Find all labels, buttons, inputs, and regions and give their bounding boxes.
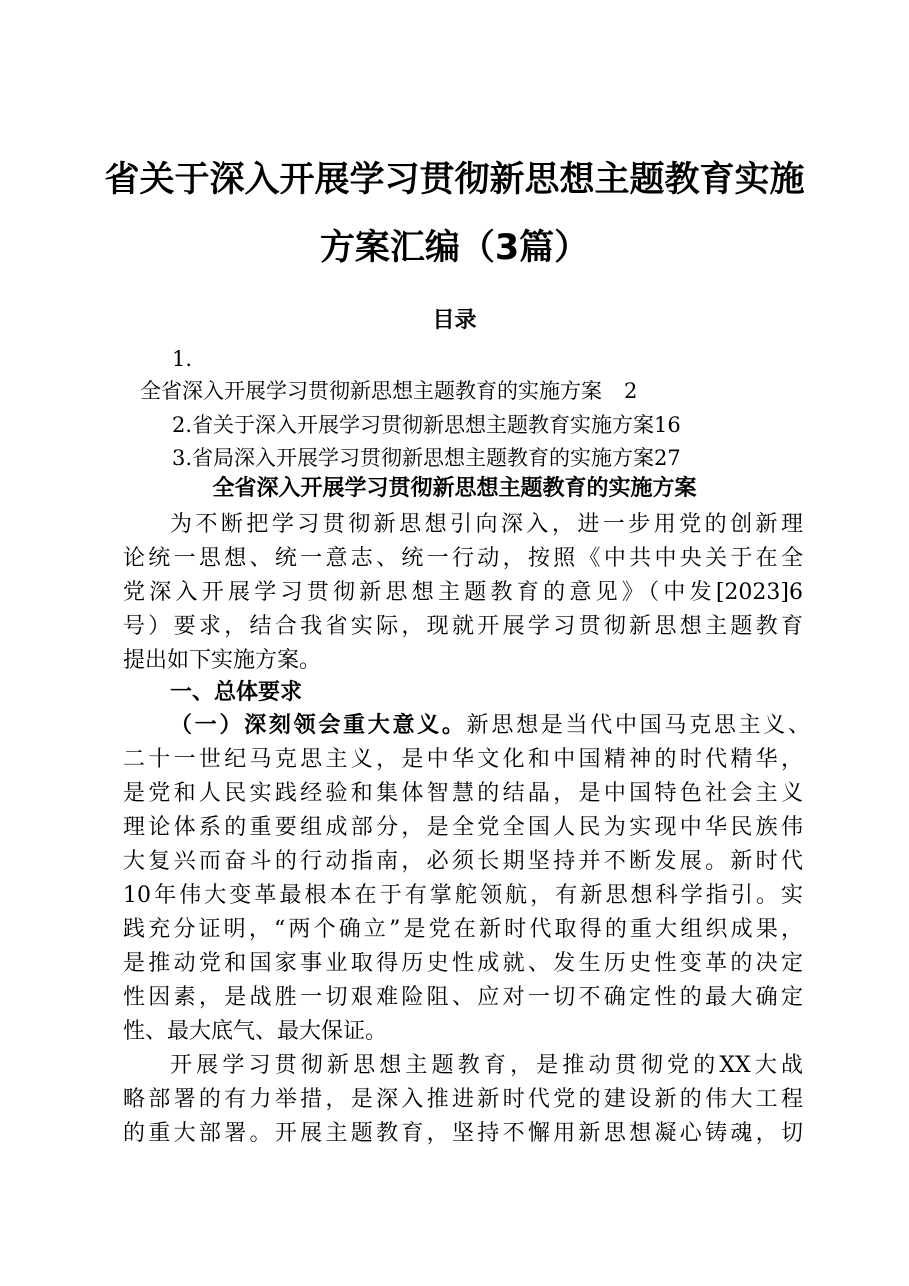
- toc-item-3-text: 省局深入开展学习贯彻新思想主题教育的实施方案: [192, 446, 655, 470]
- para1-lead: （一）深刻领会重大意义。: [170, 713, 467, 738]
- para1-line: 践充分证明，“两个确立”是党在新时代取得的重大组织成果，: [123, 917, 803, 942]
- intro-line: 提出如下实施方案。: [123, 648, 322, 673]
- document-title-line-1: 省关于深入开展学习贯彻新思想主题教育实施: [104, 160, 805, 200]
- para2-line: 开展学习贯彻新思想主题教育，是推动贯彻党的XX大战: [170, 1053, 803, 1078]
- para2-line: 略部署的有力举措，是深入推进新时代党的建设新的伟大工程: [123, 1087, 803, 1112]
- toc-item-3-page: 27: [654, 446, 681, 470]
- toc-item-2-text: 省关于深入开展学习贯彻新思想主题教育实施方案: [192, 413, 655, 437]
- toc-item-2-number: 2.: [172, 413, 193, 437]
- intro-line: 党深入开展学习贯彻新思想主题教育的意见》（中发[2023]6: [123, 580, 803, 605]
- heading-general-requirements: 一、总体要求: [170, 680, 303, 705]
- document-title-line-2: 方案汇编（3篇）: [319, 228, 590, 268]
- toc-item-3-number: 3.: [172, 446, 193, 470]
- toc-item-1-text: 全省深入开展学习贯彻新思想主题教育的实施方案: [140, 379, 602, 403]
- toc-item-2[interactable]: [172, 410, 681, 440]
- intro-line: 论统一思想、统一意志、统一行动，按照《中共中央关于在全: [123, 546, 803, 571]
- toc-item-1-number: 1.: [172, 347, 193, 371]
- para1-first-rest: 新思想是当代中国马克思主义、: [466, 713, 810, 738]
- para1-line: 理论体系的重要组成部分，是全党全国人民为实现中华民族伟: [123, 815, 803, 840]
- section-title: 全省深入开展学习贯彻新思想主题教育的实施方案: [212, 476, 697, 501]
- intro-line: 号）要求，结合我省实际，现就开展学习贯彻新思想主题教育: [123, 614, 803, 639]
- para1-line: 是党和人民实践经验和集体智慧的结晶，是中国特色社会主义: [123, 781, 803, 806]
- toc-item-3[interactable]: [172, 443, 681, 473]
- para1-line: 是推动党和国家事业取得历史性成就、发生历史性变革的决定: [123, 951, 803, 976]
- para1-line: 大复兴而奋斗的行动指南，必须长期坚持并不断发展。新时代: [123, 849, 803, 874]
- para1-line: 性因素，是战胜一切艰难险阻、应对一切不确定性的最大确定: [123, 985, 803, 1010]
- para1-first-line: [170, 709, 810, 743]
- para1-line: 性、最大底气、最大保证。: [123, 1019, 388, 1044]
- toc-heading: 目录: [432, 308, 477, 333]
- toc-item-1[interactable]: [140, 376, 637, 406]
- para2-line: 的重大部署。开展主题教育，坚持不懈用新思想凝心铸魂，切: [123, 1121, 803, 1146]
- para1-line: 二十一世纪马克思主义，是中华文化和中国精神的时代精华，: [123, 747, 803, 772]
- intro-line: 为不断把学习贯彻新思想引向深入，进一步用党的创新理: [170, 512, 803, 537]
- toc-item-2-page: 16: [654, 413, 681, 437]
- para1-line: 10年伟大变革最根本在于有掌舵领航，有新思想科学指引。实: [123, 883, 803, 908]
- toc-item-1-page: 2: [624, 379, 638, 403]
